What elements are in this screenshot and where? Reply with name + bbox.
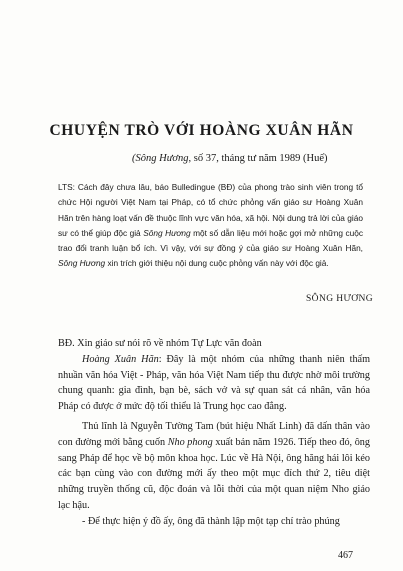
answer-text: : Đây là một nhóm của những thanh niên thấm nhuần văn hóa Việt - Pháp, văn hóa Việt Nam tiếp thu được nhờ môi trường chung quanh: gia đình, bạn bè, sách vở và sự quan sát cá nhân, văn hóa Pháp có được ở mức độ tối thiểu là Trung học cao đẳng. bbox=[58, 353, 370, 413]
source-citation bbox=[132, 153, 382, 164]
para2-text-1: Thủ lĩnh là Nguyễn Tường Tam (bút hiệu Nhất Linh) đã dấn thân vào con đường mới bằng cuốn bbox=[58, 420, 370, 448]
body-paragraph-3: - Để thực hiện ý đồ ấy, ông đã thành lập một tạp chí trào phúng bbox=[82, 515, 340, 527]
editorial-signature: SÔNG HƯƠNG bbox=[306, 294, 374, 304]
intro-text-3: xin trích giới thiệu nội dung cuộc phỏng vấn này với độc giả. bbox=[105, 258, 329, 269]
intro-text-1: LTS: Cách đây chưa lâu, báo Bulledingue (BĐ) của phong trào sinh viên trong tổ chức Hội người Việt Nam tại Pháp, có tổ chức phỏng vấn giáo sư Hoàng Xuân Hãn trên hàng loạt vấn đề thuộc lĩnh vực văn hóa, xã hội. Nội dung trả lời của giáo sư có thể giúp độc giả bbox=[58, 182, 363, 238]
interview-body bbox=[58, 336, 370, 530]
interview-answer bbox=[58, 352, 370, 415]
body-paragraph-2 bbox=[58, 419, 370, 514]
source-details: , số 37, tháng tư năm 1989 (Huế) bbox=[188, 153, 328, 164]
editorial-note bbox=[58, 180, 363, 272]
para2-text-2: xuất bản năm 1926. Tiếp theo đó, ông sang Pháp để học về bộ môn khoa học. Lúc về Hà Nội, ông hăng hái lôi kéo các bạn cùng vào con đường mới ấy theo một mục đích thứ 2, tiêu diệt những truyền thống cũ, độc đoán và lỗi thời của một quan niệm Nho giáo lạc hậu. bbox=[58, 436, 370, 511]
page-number: 467 bbox=[338, 550, 353, 561]
article-title: CHUYỆN TRÒ VỚI HOÀNG XUÂN HÃN bbox=[49, 122, 354, 139]
intro-journal-1: Sông Hương bbox=[143, 227, 191, 238]
interview-question: BĐ. Xin giáo sư nói rõ về nhóm Tự Lực văn đoàn bbox=[58, 338, 262, 349]
source-journal: (Sông Hương bbox=[132, 153, 189, 164]
intro-journal-2: Sông Hương bbox=[58, 258, 106, 269]
para2-book-title: Nho phong bbox=[167, 436, 213, 448]
answer-speaker: Hoàng Xuân Hãn bbox=[82, 353, 159, 365]
intro-text-2: một số dẫn liệu mới hoặc gợi mở những cuộc trao đổi tranh luận bổ ích. Vì vậy, với sự đồng ý của giáo sư Hoàng Xuân Hãn, bbox=[58, 227, 363, 254]
